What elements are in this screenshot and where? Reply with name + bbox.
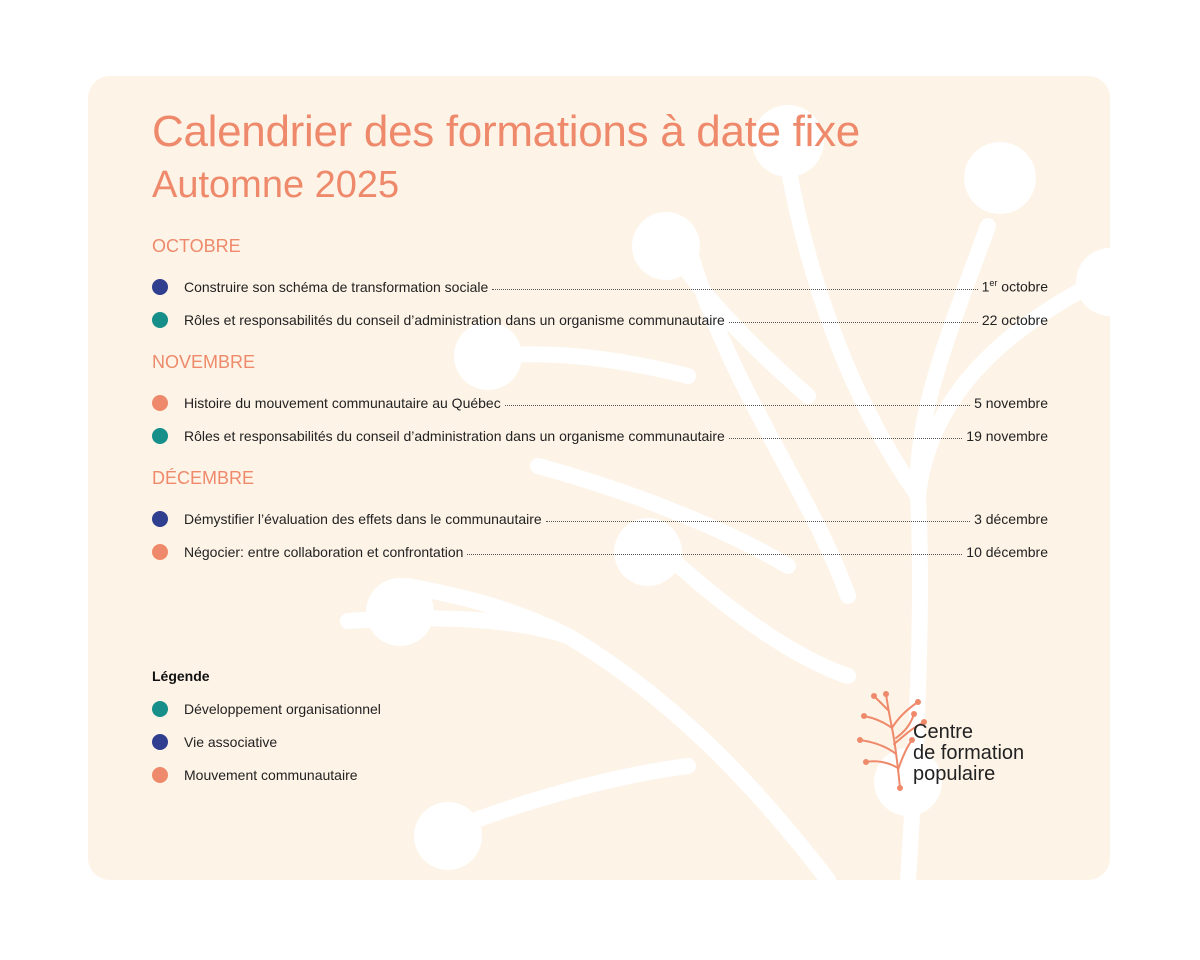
month-heading-novembre: NOVEMBRE: [152, 352, 256, 372]
session-row: [152, 419, 1048, 452]
dotted-leader: [546, 521, 970, 522]
session-date: 1er octobre: [981, 278, 1048, 295]
session-date: 19 novembre: [966, 427, 1048, 444]
sessions-list-novembre: [152, 386, 1048, 452]
session-title: Démystifier l’évaluation des effets dans le communautaire: [184, 510, 542, 527]
dotted-leader: [729, 322, 978, 323]
session-title: Négocier: entre collaboration et confrontation: [184, 543, 464, 560]
category-dot-developpement-organisationnel: [152, 428, 168, 444]
legend-label: Vie associative: [184, 733, 278, 750]
sessions-list-decembre: [152, 502, 1048, 568]
session-row: [152, 535, 1048, 568]
session-date: 22 octobre: [981, 311, 1048, 328]
logo-line: de formation: [913, 742, 1025, 764]
legend-label: Mouvement communautaire: [184, 766, 358, 783]
session-row: [152, 303, 1048, 336]
dotted-leader: [467, 554, 962, 555]
session-row: [152, 386, 1048, 419]
legend-item-vie-associative: [152, 725, 381, 758]
logo-line: Centre: [913, 721, 974, 743]
dotted-leader: [729, 438, 962, 439]
legend-dot: [152, 734, 168, 750]
legend-label: Développement organisationnel: [184, 700, 381, 717]
month-heading-decembre: DÉCEMBRE: [152, 468, 255, 488]
legend-item-mouvement-communautaire: [152, 758, 381, 791]
legend-item-developpement-organisationnel: [152, 692, 381, 725]
legend-title: Légende: [152, 668, 210, 684]
schedule-content: [152, 106, 1048, 568]
legend-dot: [152, 767, 168, 783]
dotted-leader: [492, 289, 977, 290]
session-title: Rôles et responsabilités du conseil d’administration dans un organisme communautaire: [184, 311, 725, 328]
calendar-card: [88, 76, 1110, 880]
organization-logo-text: [913, 722, 1024, 785]
session-date: 3 décembre: [974, 510, 1048, 527]
category-dot-vie-associative: [152, 279, 168, 295]
session-title: Histoire du mouvement communautaire au Québec: [184, 394, 501, 411]
legend-dot: [152, 701, 168, 717]
dotted-leader: [505, 405, 970, 406]
session-row: [152, 270, 1048, 303]
legend: [152, 668, 381, 791]
session-title: Rôles et responsabilités du conseil d’administration dans un organisme communautaire: [184, 427, 725, 444]
session-date: 10 décembre: [966, 543, 1048, 560]
category-dot-mouvement-communautaire: [152, 544, 168, 560]
month-heading-octobre: OCTOBRE: [152, 236, 241, 256]
page-subtitle: Automne 2025: [152, 164, 400, 206]
category-dot-vie-associative: [152, 511, 168, 527]
logo-line: populaire: [913, 763, 996, 785]
session-row: [152, 502, 1048, 535]
session-title: Construire son schéma de transformation sociale: [184, 278, 489, 295]
session-date: 5 novembre: [974, 394, 1048, 411]
category-dot-developpement-organisationnel: [152, 312, 168, 328]
sessions-list-octobre: [152, 270, 1048, 336]
page-title: Calendrier des formations à date fixe: [152, 107, 860, 156]
category-dot-mouvement-communautaire: [152, 395, 168, 411]
